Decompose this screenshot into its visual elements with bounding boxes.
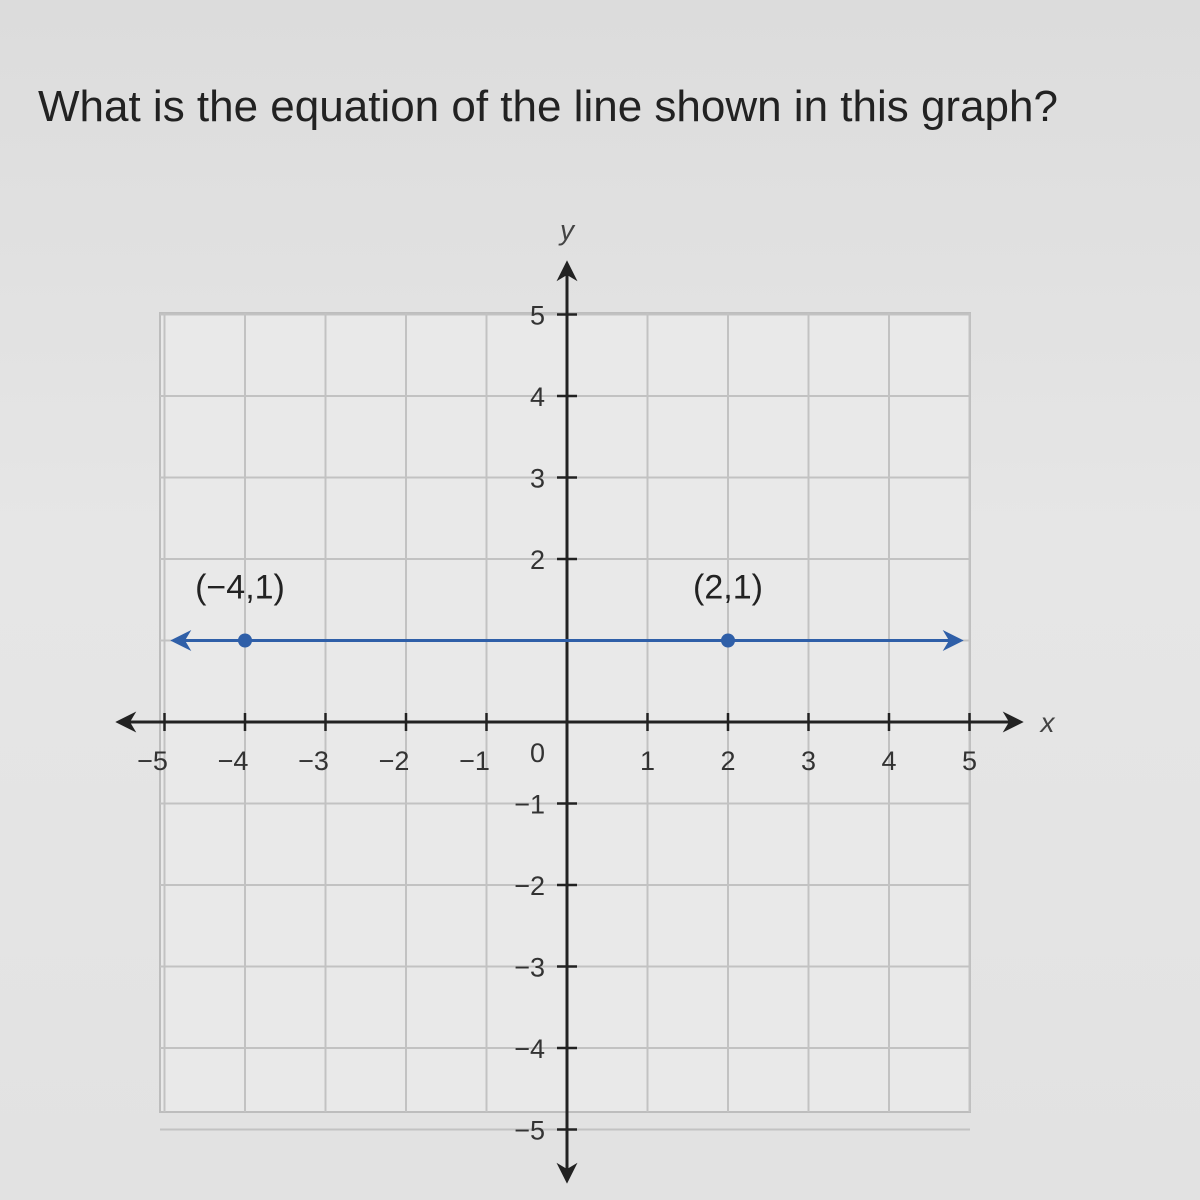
y-tick-label: 4: [529, 382, 545, 412]
grid-background: [160, 313, 970, 1112]
point-marker: [238, 634, 252, 648]
x-tick-label: −1: [459, 746, 490, 776]
y-tick-label: 5: [529, 300, 545, 331]
y-axis-label: y: [560, 214, 574, 246]
x-tick-label: −3: [298, 746, 329, 776]
x-tick-label: −4: [217, 746, 249, 776]
point-label: (2,1): [693, 568, 763, 607]
x-axis-label: x: [1040, 707, 1055, 738]
x-tick-label: −5: [137, 746, 168, 776]
question-text: What is the equation of the line shown in this graph?: [38, 82, 1058, 131]
x-tick-label: −2: [378, 746, 410, 776]
x-tick-label: 1: [639, 746, 656, 776]
origin-label: 0: [529, 738, 545, 768]
x-tick-label: 5: [961, 746, 978, 776]
y-tick-label: −3: [514, 952, 545, 983]
x-tick-label: 4: [881, 746, 897, 776]
y-tick-label: −2: [514, 871, 545, 901]
y-tick-label: 3: [529, 463, 545, 494]
y-tick-label: −5: [514, 1115, 545, 1146]
point-marker: [721, 634, 735, 648]
point-label: (−4,1): [195, 568, 285, 607]
y-tick-label: −4: [514, 1034, 545, 1064]
y-tick-label: 2: [529, 545, 545, 575]
x-tick-label: 3: [800, 746, 817, 776]
x-tick-label: 2: [720, 746, 736, 776]
y-tick-label: −1: [514, 789, 545, 820]
